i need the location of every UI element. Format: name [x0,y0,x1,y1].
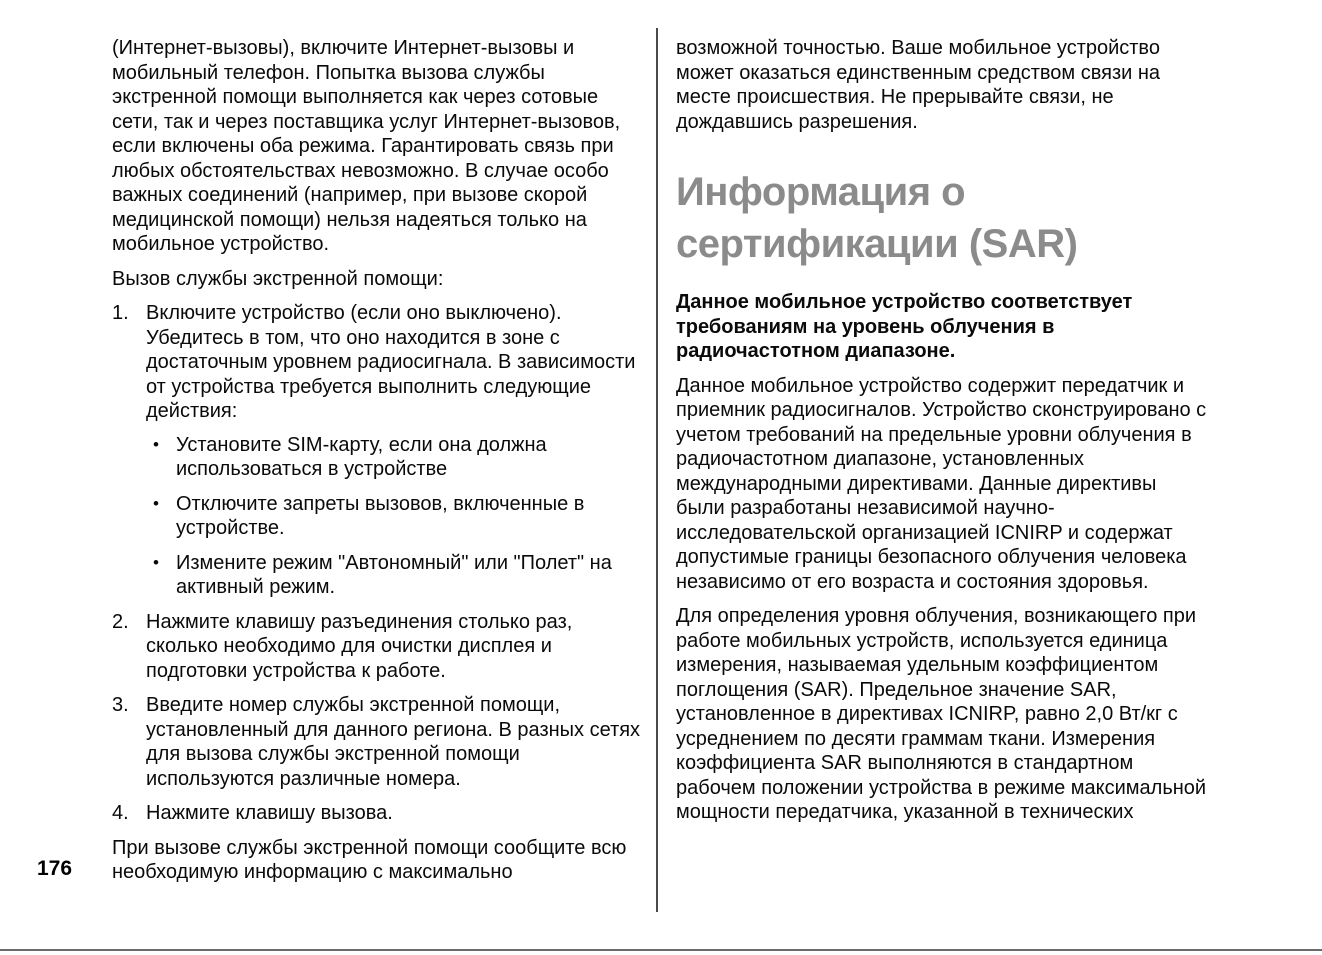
paragraph-accuracy: возможной точностью. Ваше мобильное устройство может оказаться единственным средством связи на месте происшествия. Не прерывайте связи, не дождавшись разрешения. [676,37,1161,133]
step-item-1 [112,301,644,600]
column-divider [656,28,658,912]
step-text: Включите устройство (если оно выключено). Убедитесь в том, что оно находится в зоне с достаточным уровнем радиосигнала. В зависимости от устройства требуется выполнить следующие действия: [146,302,636,422]
bullet-item [146,433,644,482]
bullet-text: Установите SIM-карту, если она должна использоваться в устройстве [176,433,547,480]
step-body [146,610,644,684]
step-item-2 [112,610,644,684]
step-text: Нажмите клавишу вызова. [146,802,393,824]
step-item-4 [112,801,644,826]
paragraph-sar-measurement: Для определения уровня облучения, возникающего при работе мобильных устройств, используется единица измерения, называемая удельным коэффициентом поглощения (SAR). Предельное значение SAR, установленное в директивах ICNIRP, равно 2,0 Вт/кг с усреднением по десяти граммам ткани. Измерения коэффициента SAR выполняются в стандартном рабочем положении устройства в режиме максимальной мощности передатчика, указанной в технических [676,605,1207,823]
paragraph-internet-calls: (Интернет-вызовы), включите Интернет-вызовы и мобильный телефон. Попытка вызова службы экстренной помощи выполняется как через сотовые сети, так и через поставщика услуг Интернет-вызовов, если включены оба режима. Гарантировать связь при любых обстоятельствах невозможно. В случае особо важных соединений (например, при вызове скорой медицинской помощи) нельзя надеяться только на мобильное устройство. [112,37,621,255]
bullet-text: Отключите запреты вызовов, включенные в устройстве. [176,492,585,539]
right-column [676,36,1208,835]
step-number: 3. [112,694,129,716]
bullet-text: Измените режим "Автономный" или "Полет" на активный режим. [176,551,612,598]
paragraph-emergency-info: При вызове службы экстренной помощи сообщите всю необходимую информацию с максимально [112,836,627,883]
step-body [146,693,644,791]
page-number: 176 [37,857,73,880]
bullet-icon: • [153,434,159,454]
step-text: Введите номер службы экстренной помощи, установленный для данного региона. В разных сетях для вызова службы экстренной помощи используются различные номера. [146,694,641,790]
step-number: 2. [112,610,129,633]
step-number: 1. [112,302,129,324]
step-item-3 [112,693,644,791]
step-body [146,301,644,600]
bullet-item [146,492,644,541]
bullet-icon: • [153,552,159,572]
paragraph-sar-lead: Данное мобильное устройство соответствует требованиям на уровень облучения в радиочастотном диапазоне. [676,291,1133,362]
step-text: Нажмите клавишу разъединения столько раз, сколько необходимо для очистки дисплея и подготовки устройства к работе. [146,610,573,682]
step-number: 4. [112,802,129,824]
bullet-icon: • [153,493,159,513]
emergency-steps-list [112,301,644,826]
paragraph-emergency-call-intro: Вызов службы экстренной помощи: [112,267,444,290]
left-column [112,36,644,895]
bullet-list [146,433,644,600]
paragraph-sar-device: Данное мобильное устройство содержит передатчик и приемник радиосигналов. Устройство сконструировано с учетом требований на предельные уровни облучения в радиочастотном диапазоне, установленных международными директивами. Данные директивы были разработаны независимой научно-исследовательской организацией ICNIRP и содержат допустимые границы безопасного облучения человека независимо от его возраста и состояния здоровья. [676,374,1207,593]
bullet-item [146,551,644,600]
step-body [146,801,644,826]
section-heading-sar: Информация о сертификации (SAR) [676,170,1078,266]
